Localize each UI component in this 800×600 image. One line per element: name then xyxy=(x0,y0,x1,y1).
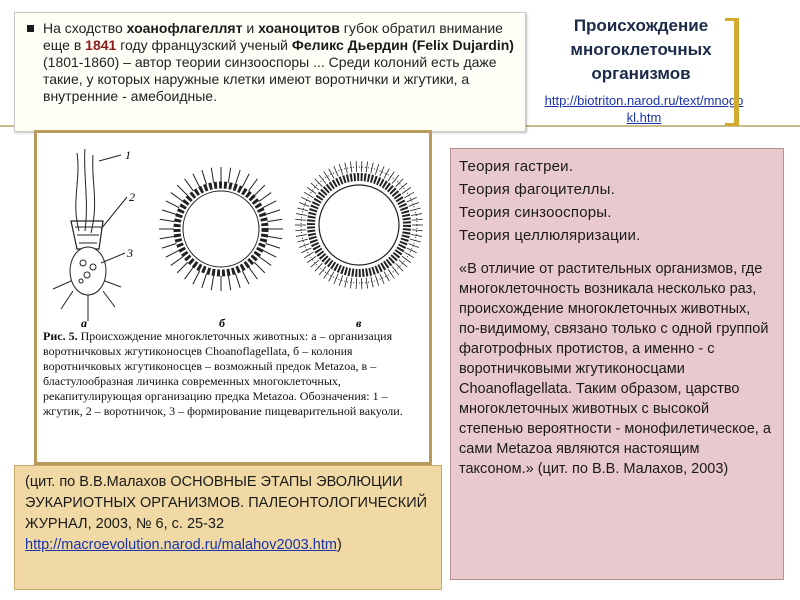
figure-label-b: б xyxy=(219,316,225,329)
intro-text: На сходство хоанофлагеллят и хоаноцитов губок обратил внимание еще в 1841 году французский ученый Феликс Дьердин (Felix Dujardin) (1801-1860) – автор теории синзооспоры ... Среди колоний есть даже такие, у которых наружные клетки имеют воротнички и жгутики, а внутренние - амебоидные. xyxy=(43,20,514,104)
intro-text-box xyxy=(14,12,526,132)
citation-link[interactable]: http://macroevolution.narod.ru/malahov2003.htm xyxy=(25,537,337,553)
theories-panel xyxy=(450,148,784,580)
title-bracket-decoration xyxy=(725,18,739,126)
figure-a-choanoflagellate xyxy=(53,149,127,321)
figure-label-2: 2 xyxy=(129,190,135,204)
source-link[interactable]: http://biotriton.narod.ru/text/mnogokl.htm xyxy=(544,93,744,125)
figure-b-colony xyxy=(159,167,283,291)
slide-title: Происхождение многоклеточных организмов xyxy=(570,16,712,83)
theory-item-phagocytella: Теория фагоцителлы. xyxy=(459,181,615,198)
bullet-square-icon xyxy=(27,25,34,32)
theory-list xyxy=(459,155,775,247)
theory-item-synzoospore: Теория синзооспоры. xyxy=(459,204,612,221)
figure-label-a: а xyxy=(81,316,87,329)
figure-label-v: в xyxy=(356,316,362,329)
figure-label-3: 3 xyxy=(127,246,133,260)
figure-panel xyxy=(34,130,432,465)
citation-close: ) xyxy=(336,537,342,553)
citation-box xyxy=(14,465,442,590)
figure-v-blastula xyxy=(295,161,423,289)
figure-label-1: 1 xyxy=(125,148,131,162)
malakhov-quote: «В отличие от растительных организмов, где многоклеточность возникала несколько раз, происхождение многоклеточных животных, по-видимому, связано только с одной группой фаготрофных протистов, а именно - с воротничковыми жгутиконосцами Choanoflagellata. Таким образом, царство многоклеточных животных с высокой степенью вероятности - монофилетическое, а сами Metazoa являются настоящим таксоном.» (цит. по В.В. Малахов, 2003) xyxy=(459,261,771,477)
theory-item-cellularization: Теория целлюляризации. xyxy=(459,227,641,244)
theory-item-gastrea: Теория гастреи. xyxy=(459,158,574,175)
figure-caption: Рис. 5. Происхождение многоклеточных животных: а – организация воротничковых жгутиконосцев Choanoflagellata, б – колония воротничковых жгутиконосцев – возможный предок Metazoa, в – бластулообразная личинка современных многоклеточных, рекапитулирующая организацию предка Metazoa. Обозначения: 1 – жгутик, 2 – воротничок, 3 – формирование пищеварительной вакуоли. xyxy=(43,329,403,418)
citation-text: (цит. по В.В.Малахов ОСНОВНЫЕ ЭТАПЫ ЭВОЛЮЦИИ ЭУКАРИОТНЫХ ОРГАНИЗМОВ. ПАЛЕОНТОЛОГИЧЕСКИЙ ЖУРНАЛ, 2003, № 6, с. 25-32 xyxy=(25,474,428,532)
choanoflagellate-illustration xyxy=(41,141,429,329)
slide-title-block xyxy=(536,14,746,126)
